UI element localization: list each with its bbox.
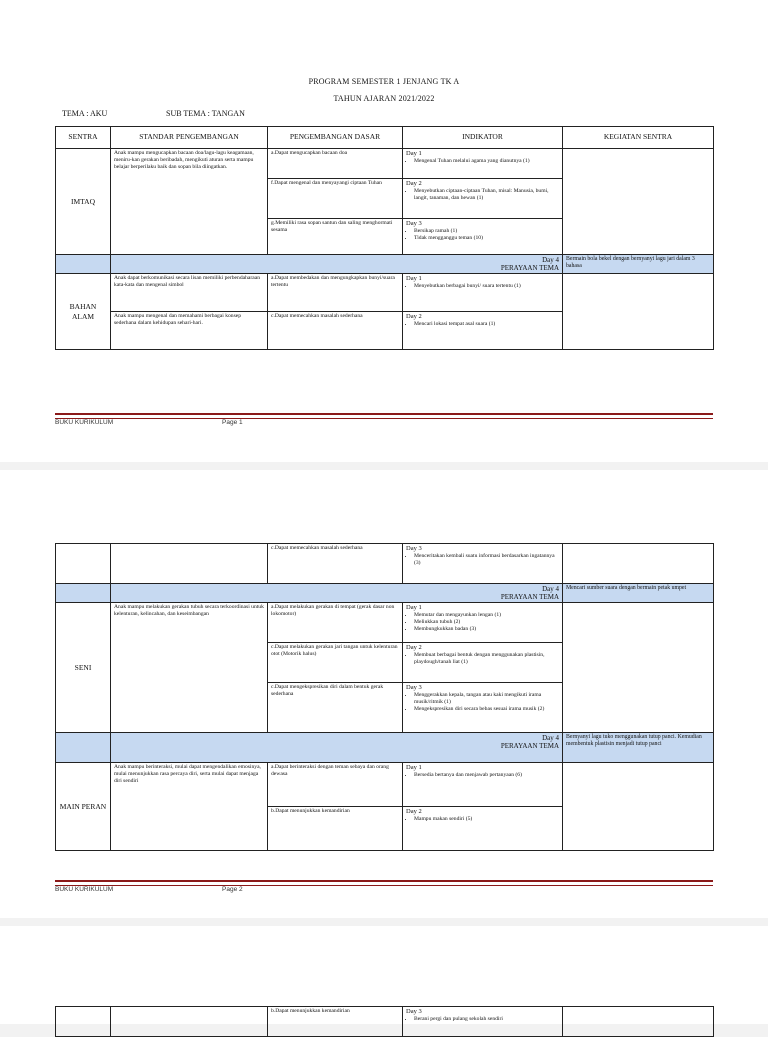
table-row [56, 1007, 714, 1037]
document-page-3 [0, 926, 768, 1024]
list-item: • Bersikap ramah (1) [414, 228, 559, 235]
list-item: • Membungkukkan badan (3) [414, 626, 559, 633]
program-table-page-1 [55, 126, 714, 350]
standar-cell: Anak mampu mengenal dan memahami berbagai konsep sederhana dalam kehidupan sehari-hari. [111, 312, 268, 350]
kegiatan-cell: Bernyanyi lagu tuko menggunakan tutup panci. Kemudian membentuk plastisin menjadi tutup panci [563, 733, 714, 763]
list-item: • Mengenal Tuhan melalui agama yang dianutnya (1) [414, 158, 559, 165]
band-empty-cell [56, 733, 111, 763]
kegiatan-cell: Mencari sumber suara dengan bermain petak umpet [563, 584, 714, 603]
indikator-cell [403, 1007, 563, 1037]
header-pengembangan: PENGEMBANGAN DASAR [268, 127, 403, 149]
sentra-cell [56, 1007, 111, 1037]
sentra-cell [56, 544, 111, 584]
list-item: • Mengekspresikan diri secara bebas sesuai irama musik (2) [414, 706, 559, 713]
dasar-cell: b.Dapat menunjukkan kemandirian [268, 807, 403, 851]
list-item: • Tidak mengganggu teman (10) [414, 235, 559, 242]
dasar-cell: c.Dapat memecahkan masalah sederhana [268, 312, 403, 350]
day-label: Day 1 [406, 275, 422, 283]
footer-label: BUKU KURIKULUM [55, 886, 114, 893]
table-row [56, 763, 714, 807]
kegiatan-cell [563, 274, 714, 350]
day-label: Day 4 [542, 734, 559, 743]
kegiatan-cell [563, 763, 714, 851]
day-label: Day 1 [406, 150, 422, 157]
table-row [56, 603, 714, 643]
list-item: • Mampu makan sendiri (5) [414, 816, 559, 823]
perayaan-tema-label: PERAYAAN TEMA [500, 593, 559, 602]
indikator-cell [403, 179, 563, 219]
table-header-row [56, 127, 714, 149]
list-item: • Meliukkan tubuh (2) [414, 619, 559, 626]
list-item: • Menggerakkan kepala, tangan atau kaki mengikuti irama musik/ritmik (1) [414, 692, 559, 706]
list-item: • Memutar dan mengayunkan lengan (1) [414, 612, 559, 619]
sentra-cell: SENI [56, 603, 111, 733]
indikator-cell [403, 274, 563, 312]
indikator-cell [403, 544, 563, 584]
footer-rule [55, 413, 713, 419]
standar-cell [111, 1007, 268, 1037]
perayaan-tema-label: PERAYAAN TEMA [500, 264, 559, 273]
page-number: Page 1 [222, 419, 243, 426]
kegiatan-cell [563, 544, 714, 584]
indikator-cell [403, 763, 563, 807]
kegiatan-cell [563, 1007, 714, 1037]
list-item: • Menyebutkan ciptaan-ciptaan Tuhan, misal: Manusia, bumi, langit, tanaman, dan hewan (1) [414, 188, 559, 202]
dasar-cell: a.Dapat berinteraksi dengan teman sebaya dan orang dewasa [268, 763, 403, 807]
list-item: • Menyebutkan berbagai bunyi/ suara tertentu (1) [414, 283, 559, 290]
program-table-page-3 [55, 1006, 714, 1037]
indikator-cell [403, 683, 563, 733]
header-standar: STANDAR PENGEMBANGAN [111, 127, 268, 149]
day-label: Day 3 [406, 1008, 422, 1015]
standar-cell: Anak mampu berinteraksi, mulai dapat mengendalikan emosinya, mulai menunjukkan rasa percaya diri, serta mulai dapat menjaga diri sendiri [111, 763, 268, 851]
subtema-label: SUB TEMA : TANGAN [166, 109, 245, 118]
day-label: Day 1 [406, 764, 422, 772]
day-label: Day 2 [406, 180, 422, 187]
band-label-cell [111, 255, 563, 274]
dasar-cell: b.Dapat menunjukkan kemandirian [268, 1007, 403, 1037]
dasar-cell: a.Dapat membedakan dan mengungkapkan bunyi/suara tertentu [268, 274, 403, 312]
list-item: • Bersedia bertanya dan menjawab pertanyaan (6) [414, 772, 559, 779]
band-label-cell [111, 584, 563, 603]
header-sentra: SENTRA [56, 127, 111, 149]
dasar-cell: c.Dapat memecahkan masalah sederhana [268, 544, 403, 584]
sentra-cell: IMTAQ [56, 149, 111, 255]
footer-rule [55, 880, 713, 886]
page-number: Page 2 [222, 886, 243, 893]
indikator-cell [403, 643, 563, 683]
indikator-cell [403, 312, 563, 350]
table-row [56, 544, 714, 584]
list-item: • Membuat berbagai bentuk dengan menggunakan plastisin, playdough/tanah liat (1) [414, 652, 559, 666]
band-empty-cell [56, 255, 111, 274]
document-title: PROGRAM SEMESTER 1 JENJANG TK A [308, 77, 460, 86]
sentra-cell: BAHAN ALAM [56, 274, 111, 350]
day-label: Day 4 [542, 256, 559, 264]
perayaan-tema-row [56, 255, 714, 274]
indikator-cell [403, 603, 563, 643]
table-row [56, 274, 714, 312]
indikator-cell [403, 149, 563, 179]
day-label: Day 2 [406, 644, 422, 652]
table-row [56, 149, 714, 179]
standar-cell: Anak mampu melakukan gerakan tubuh secara terkoordinasi untuk kelenturan, kelincahan, dan keseimbangan [111, 603, 268, 733]
day-label: Day 2 [406, 808, 422, 816]
program-table-page-2 [55, 543, 714, 851]
dasar-cell: c.Dapat mengekspresikan diri dalam bentuk gerak sederhana [268, 683, 403, 733]
document-page-2 [0, 470, 768, 918]
perayaan-tema-row [56, 584, 714, 603]
sentra-cell: MAIN PERAN [56, 763, 111, 851]
academic-year: TAHUN AJARAN 2021/2022 [333, 94, 435, 103]
standar-cell: Anak dapat berkomunikasi secara lisan memiliki perbendaharaan kata-kata dan mengenal simbol [111, 274, 268, 312]
perayaan-tema-row [56, 733, 714, 763]
indikator-cell [403, 219, 563, 255]
day-label: Day 1 [406, 604, 422, 612]
indikator-cell [403, 807, 563, 851]
header-kegiatan: KEGIATAN SENTRA [563, 127, 714, 149]
day-label: Day 2 [406, 313, 422, 321]
list-item: • Menceritakan kembali suatu informasi berdasarkan ingatannya (3) [414, 553, 559, 567]
list-item: • Berani pergi dan pulang sekolah sendiri [414, 1016, 559, 1023]
tema-label: TEMA : AKU [62, 109, 108, 118]
list-item: • Mencari lokasi tempat asal suara (1) [414, 321, 559, 328]
dasar-cell: a.Dapat mengucapkan bacaan doa [268, 149, 403, 179]
kegiatan-cell [563, 603, 714, 733]
day-label: Day 3 [406, 545, 422, 552]
header-indikator: INDIKATOR [403, 127, 563, 149]
dasar-cell: c.Dapat melakukan gerakan jari tangan untuk kelenturan otot (Motorik halus) [268, 643, 403, 683]
kegiatan-cell [563, 149, 714, 255]
day-label: Day 4 [542, 585, 559, 593]
band-label-cell [111, 733, 563, 763]
dasar-cell: g.Memiliki rasa sopan santun dan saling menghormati sesama [268, 219, 403, 255]
kegiatan-cell: Bermain bola bekel dengan bernyanyi lagu jari dalam 3 bahasa [563, 255, 714, 274]
footer-label: BUKU KURIKULUM [55, 419, 114, 426]
standar-cell: Anak mampu mengucapkan bacaan doa/lagu-lagu keagamaan, meniru-kan gerakan beribadah, mengikuti aturan serta mampu belajar berperilaku baik dan sopan bila diingatkan. [111, 149, 268, 255]
day-label: Day 3 [406, 684, 422, 692]
band-empty-cell [56, 584, 111, 603]
document-page-1 [0, 0, 768, 462]
dasar-cell: f.Dapat mengenal dan menyayangi ciptaan Tuhan [268, 179, 403, 219]
perayaan-tema-label: PERAYAAN TEMA [500, 742, 559, 751]
day-label: Day 3 [406, 220, 422, 227]
dasar-cell: a.Dapat melakukan gerakan di tempat (gerak dasar non lokomotor) [268, 603, 403, 643]
standar-cell [111, 544, 268, 584]
